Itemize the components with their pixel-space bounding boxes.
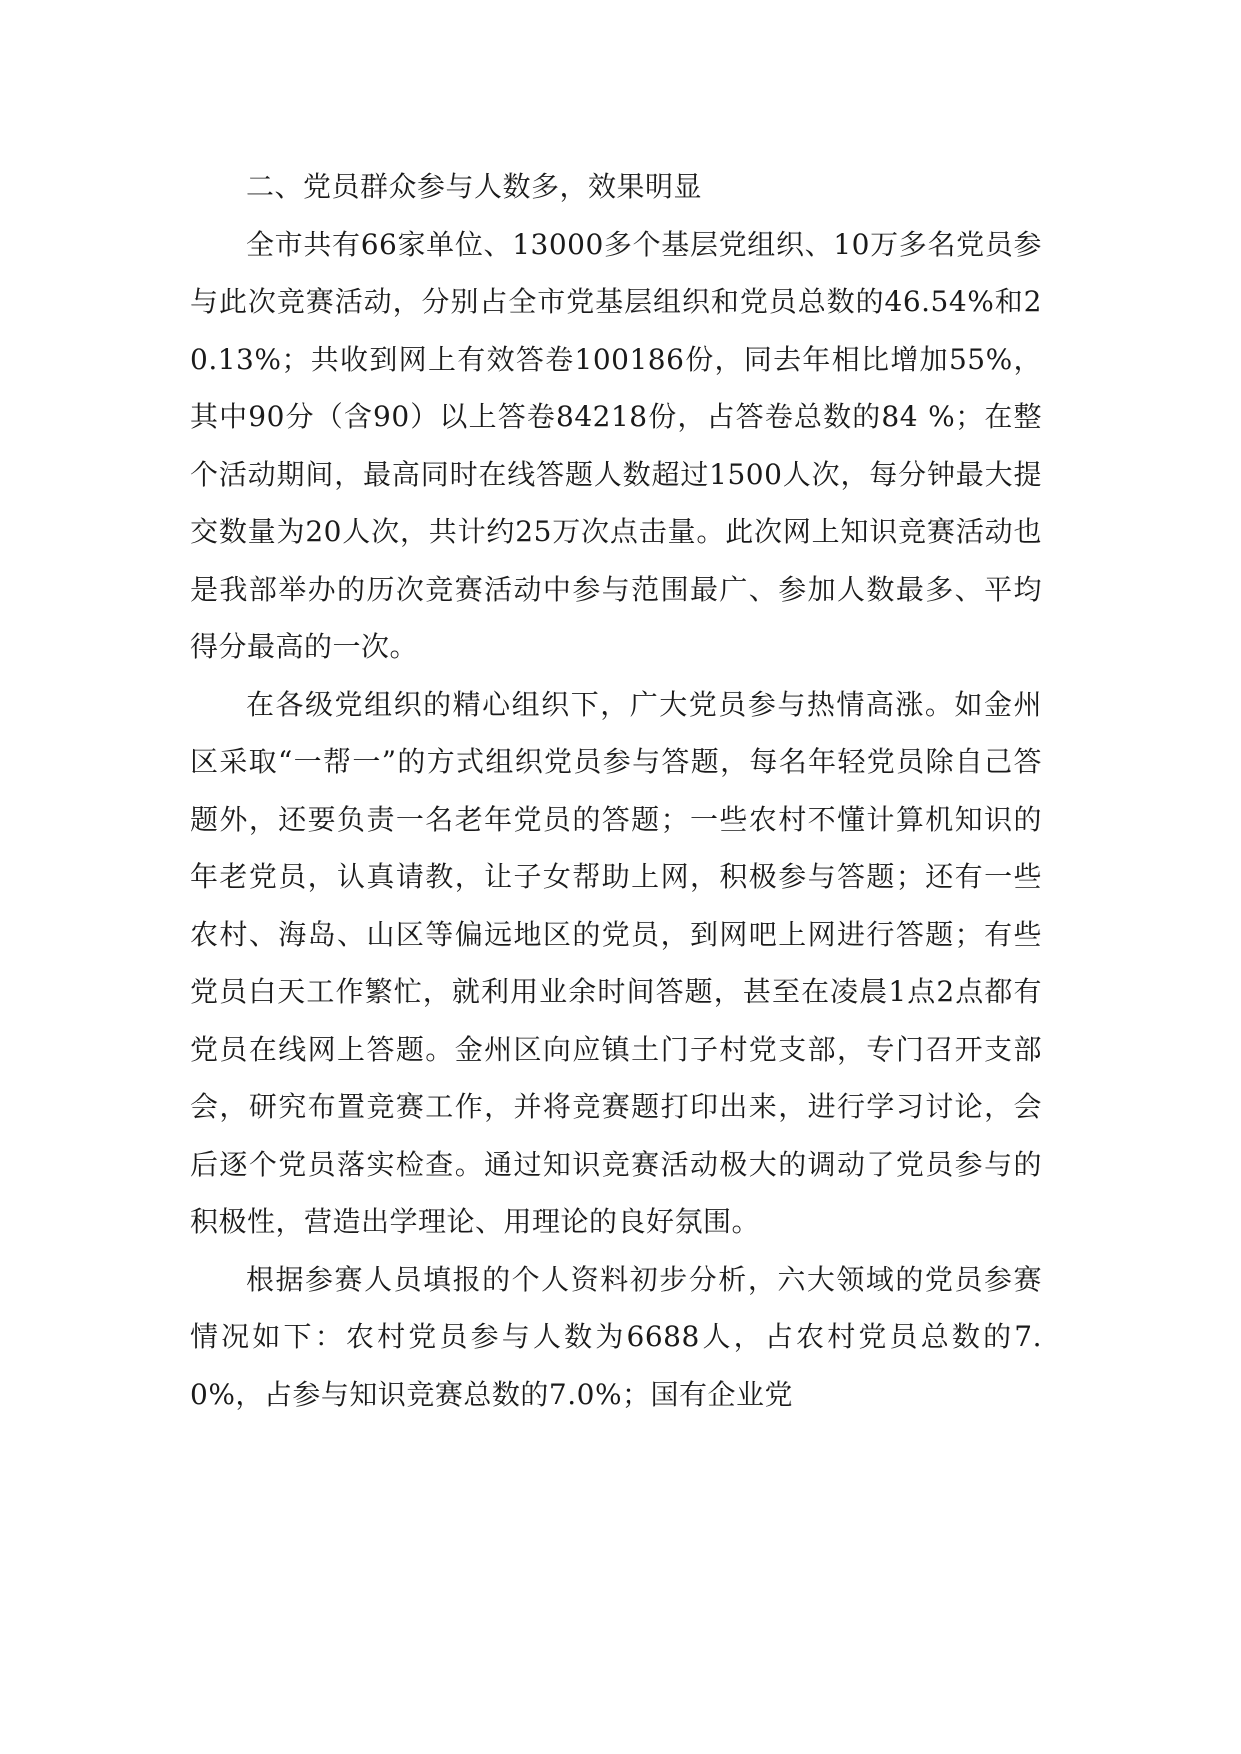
paragraph-analysis: 根据参赛人员填报的个人资料初步分析，六大领域的党员参赛情况如下：农村党员参与人数为6688人，占农村党员总数的7.0%，占参与知识竞赛总数的7.0%；国有企业党 [190,1262,1042,1411]
paragraph-participation: 在各级党组织的精心组织下，广大党员参与热情高涨。如金州区采取“一帮一”的方式组织党员参与答题，每名年轻党员除自己答题外，还要负责一名老年党员的答题；一些农村不懂计算机知识的年老党员，认真请教，让子女帮助上网，积极参与答题；还有一些农村、海岛、山区等偏远地区的党员，到网吧上网进行答题；有些党员白天工作繁忙，就利用业余时间答题，甚至在凌晨1点2点都有党员在线网上答题。金州区向应镇土门子村党支部，专门召开支部会，研究布置竞赛工作，并将竞赛题打印出来，进行学习讨论，会后逐个党员落实检查。通过知识竞赛活动极大的调动了党员参与的积极性，营造出学理论、用理论的良好氛围。 [190,687,1042,1238]
paragraph-statistics: 全市共有66家单位、13000多个基层党组织、10万多名党员参与此次竞赛活动，分别占全市党基层组织和党员总数的46.54%和20.13%；共收到网上有效答卷100186份，同去年相比增加55%，其中90分（含90）以上答卷84218份，占答卷总数的84 %；在整个活动期间，最高同时在线答题人数超过1500人次，每分钟最大提交数量为20人次，共计约25万次点击量。此次网上知识竞赛活动也是我部举办的历次竞赛活动中参与范围最广、参加人数最多、平均得分最高的一次。 [190,227,1042,663]
document-body [190,158,1042,1423]
section-heading: 二、党员群众参与人数多，效果明显 [246,170,703,203]
